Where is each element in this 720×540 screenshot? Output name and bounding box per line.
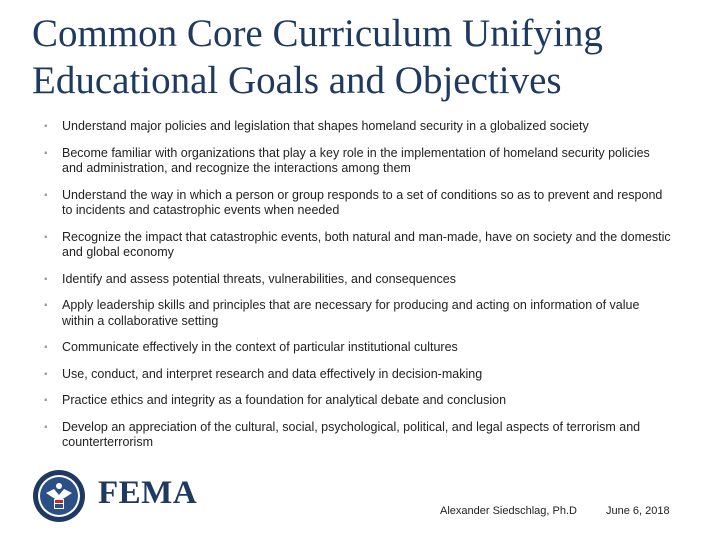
slide-title-line-2: Educational Goals and Objectives [32, 59, 562, 102]
bullet-list [44, 119, 674, 462]
list-item [44, 119, 674, 135]
bullet-text: Communicate effectively in the context of particular institutional cultures [62, 340, 458, 354]
list-item [44, 146, 674, 177]
list-item [44, 393, 674, 409]
dhs-seal-icon [32, 469, 86, 523]
list-item [44, 340, 674, 356]
list-item [44, 230, 674, 261]
bullet-marker-icon: ▪ [44, 273, 48, 285]
bullet-text: Apply leadership skills and principles that are necessary for producing and acting on information of value within a collaborative setting [62, 298, 640, 328]
bullet-marker-icon: ▪ [44, 368, 48, 380]
bullet-marker-icon: ▪ [44, 342, 48, 353]
bullet-text: Become familiar with organizations that play a key role in the implementation of homeland security policies and administration, and recognize the interactions among them [62, 145, 650, 175]
footer-date: June 6, 2018 [606, 505, 670, 517]
bullet-text: Understand major policies and legislation that shapes homeland security in a globalized society [62, 119, 589, 133]
bullet-marker-icon: ▪ [44, 395, 48, 406]
bullet-marker-icon: ▪ [44, 300, 48, 311]
bullet-text: Identify and assess potential threats, vulnerabilities, and consequences [62, 271, 456, 286]
bullet-text: Develop an appreciation of the cultural, social, psychological, political, and legal aspects of terrorism and counterterrorism [62, 419, 641, 449]
bullet-marker-icon: ▪ [44, 189, 48, 201]
slide-title [32, 10, 712, 104]
list-item [44, 272, 674, 288]
footer-author: Alexander Siedschlag, Ph.D [440, 505, 577, 517]
fema-logo [32, 469, 212, 525]
slide-title-line-1: Common Core Curriculum Unifying [32, 12, 603, 55]
list-item [44, 298, 674, 329]
list-item [44, 367, 674, 383]
bullet-marker-icon: ▪ [44, 231, 48, 243]
bullet-text: Use, conduct, and interpret research and data effectively in decision-making [62, 366, 483, 381]
bullet-text: Understand the way in which a person or group responds to a set of conditions so as to prevent and respond to incidents and catastrophic events when needed [62, 187, 663, 217]
fema-wordmark: FEMA [98, 475, 198, 511]
bullet-marker-icon: ▪ [44, 147, 48, 159]
bullet-marker-icon: ▪ [44, 421, 48, 433]
bullet-marker-icon: ▪ [44, 121, 48, 132]
bullet-text: Practice ethics and integrity as a foundation for analytical debate and conclusion [62, 393, 507, 407]
bullet-text: Recognize the impact that catastrophic events, both natural and man-made, have on society and the domestic and global economy [62, 229, 671, 259]
list-item [44, 188, 674, 219]
list-item [44, 420, 674, 451]
